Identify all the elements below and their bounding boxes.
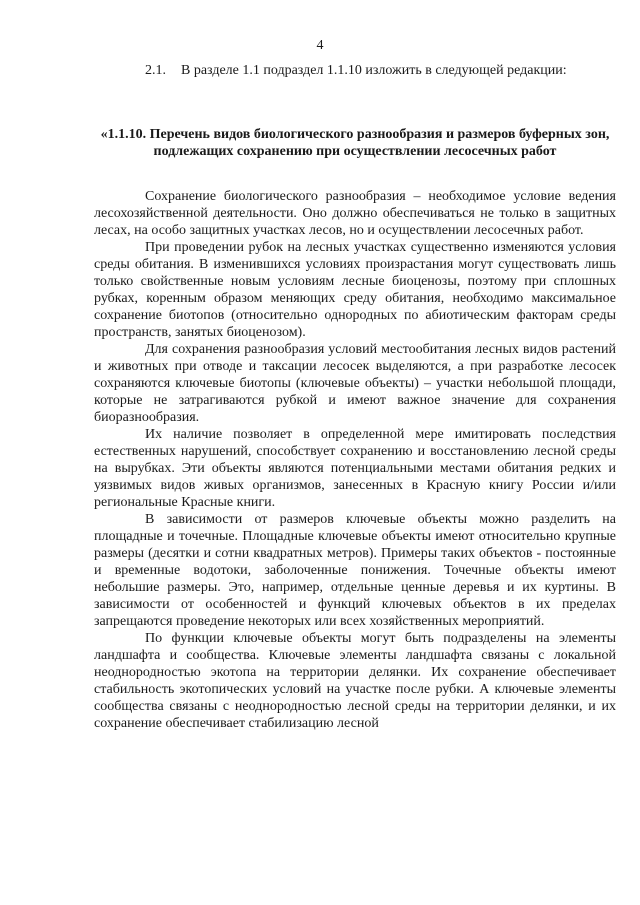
document-body [94, 188, 616, 732]
paragraph: Их наличие позволяет в определенной мере имитировать последствия естественных нарушений, способствует сохранению и восстановлению лесной среды на вырубках. Эти объекты являются потенциальными местами обитания редких и уязвимых видов живых организмов, занесенных в Красную книгу России и/или региональные Красные книги. [94, 427, 616, 510]
section-heading: «1.1.10. Перечень видов биологического разнообразия и размеров буферных зон, подлежащих сохранению при осуществлении лесосечных работ [100, 127, 610, 159]
page-number: 4 [316, 38, 324, 53]
amendment-text: В разделе 1.1 подраздел 1.1.10 изложить в следующей редакции: [181, 63, 567, 78]
paragraph: По функции ключевые объекты могут быть подразделены на элементы ландшафта и сообщества. Ключевые элементы ландшафта связаны с локальной неоднородностью экотопа на территории делянки. Их сохранение обеспечивает стабильность экотопических условий на участке после рубки. А ключевые элементы сообщества связаны с неоднородностью лесной среды на территории делянки, и их сохранение обеспечивает стабилизацию лесной [94, 631, 616, 731]
paragraph: При проведении рубок на лесных участках существенно изменяются условия среды обитания. В изменившихся условиях произрастания могут существовать лишь только свойственные новым условиям лесные биоценозы, поэтому при сплошных рубках, коренным образом меняющих среду обитания, необходимо максимальное сохранение биотопов (относительно однородных по абиотическим факторам среды пространств, занятых биоценозом). [94, 240, 616, 340]
paragraph: В зависимости от размеров ключевые объекты можно разделить на площадные и точечные. Площадные ключевые объекты имеют относительно крупные размеры (десятки и сотни квадратных метров). Примеры таких объектов - постоянные и временные водотоки, заболоченные понижения. Точечные объекты имеют небольшие размеры. Это, например, отдельные ценные деревья и их куртины. В зависимости от особенностей и функций ключевых объектов в их пределах запрещаются проведение некоторых или всех хозяйственных мероприятий. [94, 512, 616, 629]
amendment-number: 2.1. [145, 63, 166, 78]
amendment-line [145, 62, 567, 79]
paragraph: Сохранение биологического разнообразия – необходимое условие ведения лесохозяйственной деятельности. Оно должно обеспечиваться не только в защитных лесах, на особо защитных участках лесов, но и осуществлении лесосечных работ. [94, 189, 616, 238]
paragraph: Для сохранения разнообразия условий местообитания лесных видов растений и животных при отводе и таксации лесосек выделяются, а при разработке лесосек сохраняются ключевые биотопы (ключевые объекты) – участки небольшой площади, которые не затрагиваются рубкой и имеют важное значение для сохранения биоразнообразия. [94, 342, 616, 425]
